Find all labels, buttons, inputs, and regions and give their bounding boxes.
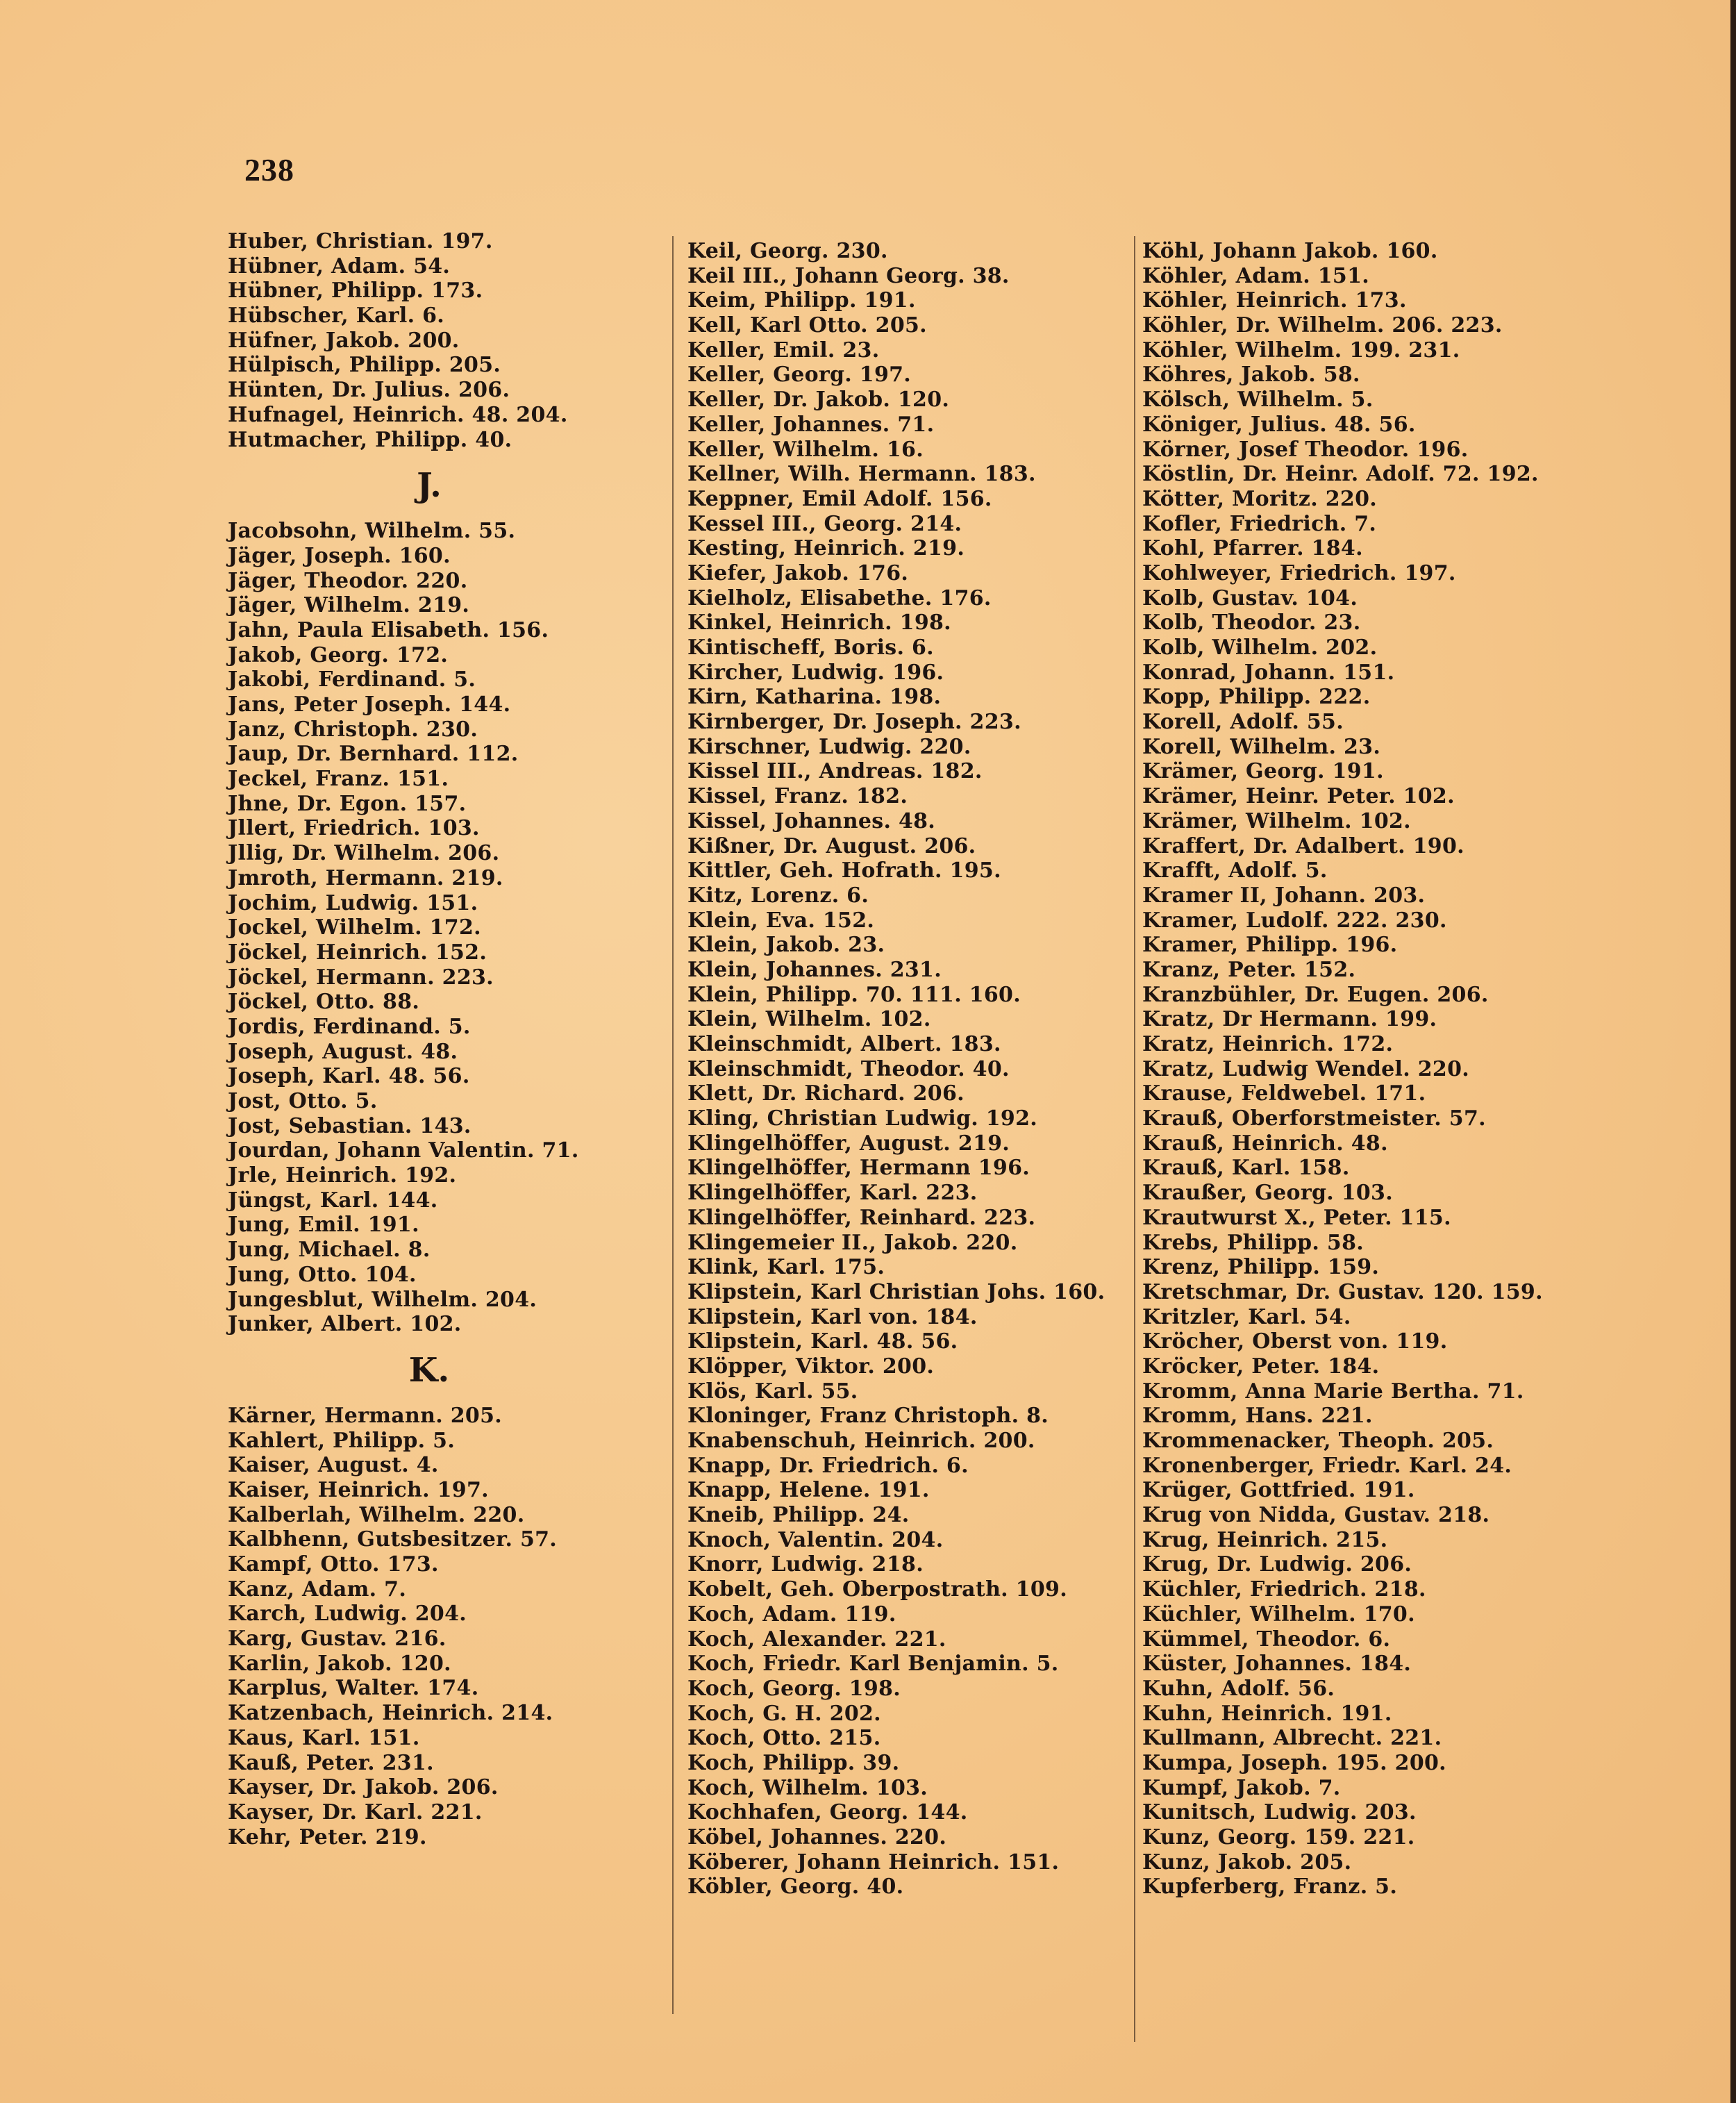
- index-entry: Jäger, Wilhelm. 219.: [228, 593, 470, 618]
- index-entry: Knapp, Dr. Friedrich. 6.: [687, 1453, 969, 1478]
- index-entry: Jourdan, Johann Valentin. 71.: [228, 1138, 579, 1163]
- index-entry: Keil III., Johann Georg. 38.: [687, 263, 1010, 288]
- section-header-k: K.: [408, 1350, 450, 1390]
- index-entry: Kampf, Otto. 173.: [228, 1552, 439, 1577]
- index-entry: Kronenberger, Friedr. Karl. 24.: [1142, 1453, 1512, 1478]
- index-entry: Köhler, Dr. Wilhelm. 206. 223.: [1142, 313, 1503, 338]
- index-entry: Katzenbach, Heinrich. 214.: [228, 1701, 553, 1726]
- index-entry: Jost, Sebastian. 143.: [228, 1113, 471, 1138]
- index-entry: Keller, Georg. 197.: [687, 363, 912, 388]
- index-entry: Kloninger, Franz Christoph. 8.: [687, 1404, 1049, 1429]
- index-column-3: [1142, 239, 1601, 1900]
- index-entry: Krafft, Adolf. 5.: [1142, 858, 1328, 883]
- index-entry: Jochim, Ludwig. 151.: [228, 890, 478, 915]
- index-entry: Korell, Adolf. 55.: [1142, 710, 1344, 735]
- index-entry: Kratz, Ludwig Wendel. 220.: [1142, 1056, 1469, 1081]
- index-entry: Jakob, Georg. 172.: [228, 642, 449, 667]
- index-entry: Karch, Ludwig. 204.: [228, 1602, 467, 1627]
- index-entry: Kesting, Heinrich. 219.: [687, 536, 965, 561]
- index-entry: Königer, Julius. 48. 56.: [1142, 412, 1416, 437]
- index-entry: Körner, Josef Theodor. 196.: [1142, 437, 1469, 462]
- index-entry: Klein, Wilhelm. 102.: [687, 1007, 931, 1032]
- index-entry: Kißner, Dr. August. 206.: [687, 833, 976, 858]
- index-entry: Krause, Feldwebel. 171.: [1142, 1081, 1426, 1106]
- index-entry: Koch, Philipp. 39.: [687, 1750, 900, 1775]
- index-entry: Kratz, Dr Hermann. 199.: [1142, 1007, 1437, 1032]
- index-entry: Köbler, Georg. 40.: [687, 1875, 904, 1900]
- index-entry: Kell, Karl Otto. 205.: [687, 313, 927, 338]
- index-entry: Klingelhöffer, Karl. 223.: [687, 1181, 978, 1206]
- index-entry: Keppner, Emil Adolf. 156.: [687, 486, 992, 511]
- index-entry: Küchler, Wilhelm. 170.: [1142, 1602, 1415, 1627]
- index-entry: Keller, Emil. 23.: [687, 338, 880, 363]
- index-entry: Kramer II, Johann. 203.: [1142, 883, 1426, 908]
- index-entry: Kromm, Anna Marie Bertha. 71.: [1142, 1379, 1524, 1404]
- index-entry: Kochhafen, Georg. 144.: [687, 1800, 968, 1825]
- index-entry: Klöpper, Viktor. 200.: [687, 1354, 935, 1379]
- index-entry: Kircher, Ludwig. 196.: [687, 660, 944, 685]
- index-entry: Hünten, Dr. Julius. 206.: [228, 378, 510, 403]
- index-entry: Kohlweyer, Friedrich. 197.: [1142, 560, 1456, 585]
- index-entry: Jordis, Ferdinand. 5.: [228, 1014, 471, 1039]
- index-entry: Köhl, Johann Jakob. 160.: [1142, 239, 1438, 263]
- index-entry: Kolb, Wilhelm. 202.: [1142, 635, 1378, 660]
- index-entry: Klipstein, Karl Christian Johs. 160.: [687, 1279, 1105, 1304]
- index-entry: Krämer, Georg. 191.: [1142, 759, 1384, 784]
- index-entry: Kehr, Peter. 219.: [228, 1824, 427, 1850]
- index-entry: Junker, Albert. 102.: [228, 1312, 462, 1337]
- index-entry: Karplus, Walter. 174.: [228, 1676, 479, 1701]
- index-entry: Kumpf, Jakob. 7.: [1142, 1775, 1341, 1800]
- index-entry: Kirnberger, Dr. Joseph. 223.: [687, 710, 1021, 735]
- index-entry: Krauß, Heinrich. 48.: [1142, 1131, 1388, 1156]
- index-entry: Jans, Peter Joseph. 144.: [228, 692, 511, 717]
- page-edge: [1730, 0, 1736, 2103]
- entry-group-k: [228, 1404, 631, 1850]
- index-entry: Kiefer, Jakob. 176.: [687, 560, 909, 585]
- index-entry: Kratz, Heinrich. 172.: [1142, 1032, 1394, 1056]
- index-entry: Koch, Wilhelm. 103.: [687, 1775, 928, 1800]
- index-entry: Kneib, Philipp. 24.: [687, 1503, 910, 1528]
- index-entry: Kötter, Moritz. 220.: [1142, 486, 1378, 511]
- index-entry: Kayser, Dr. Karl. 221.: [228, 1799, 483, 1824]
- index-entry: Kumpa, Joseph. 195. 200.: [1142, 1750, 1446, 1775]
- index-entry: Janz, Christoph. 230.: [228, 717, 478, 742]
- index-entry: Klink, Karl. 175.: [687, 1255, 885, 1280]
- index-entry: Jung, Emil. 191.: [228, 1213, 419, 1238]
- index-entry: Krug, Dr. Ludwig. 206.: [1142, 1552, 1412, 1577]
- index-entry: Jhne, Dr. Egon. 157.: [228, 791, 467, 816]
- index-entry: Jöckel, Hermann. 223.: [228, 965, 494, 990]
- index-entry: Kullmann, Albrecht. 221.: [1142, 1726, 1442, 1751]
- index-entry: Kranz, Peter. 152.: [1142, 957, 1356, 982]
- index-entry: Krug von Nidda, Gustav. 218.: [1142, 1503, 1490, 1528]
- index-entry: Keller, Johannes. 71.: [687, 412, 935, 437]
- index-entry: Klös, Karl. 55.: [687, 1379, 858, 1404]
- index-entry: Krämer, Wilhelm. 102.: [1142, 808, 1411, 833]
- index-entry: Kling, Christian Ludwig. 192.: [687, 1106, 1038, 1131]
- index-entry: Kretschmar, Dr. Gustav. 120. 159.: [1142, 1279, 1543, 1304]
- index-entry: Köhres, Jakob. 58.: [1142, 363, 1360, 388]
- index-entry: Krebs, Philipp. 58.: [1142, 1230, 1364, 1255]
- index-column-1: [228, 229, 631, 1850]
- index-entry: Kahlert, Philipp. 5.: [228, 1428, 456, 1453]
- index-entry: Klingelhöffer, Hermann 196.: [687, 1156, 1030, 1181]
- index-entry: Huber, Christian. 197.: [228, 229, 493, 253]
- index-entry: Krug, Heinrich. 215.: [1142, 1527, 1388, 1552]
- index-entry: Jaup, Dr. Bernhard. 112.: [228, 742, 519, 767]
- index-entry: Küchler, Friedrich. 218.: [1142, 1577, 1426, 1602]
- index-entry: Klipstein, Karl. 48. 56.: [687, 1329, 958, 1354]
- index-entry: Klingemeier II., Jakob. 220.: [687, 1230, 1018, 1255]
- index-entry: Kaiser, August. 4.: [228, 1453, 439, 1478]
- index-entry: Köhler, Adam. 151.: [1142, 263, 1370, 288]
- index-entry: Krautwurst X., Peter. 115.: [1142, 1205, 1451, 1230]
- index-entry: Karlin, Jakob. 120.: [228, 1651, 451, 1676]
- index-entry: Keller, Dr. Jakob. 120.: [687, 388, 950, 413]
- index-entry: Krämer, Heinr. Peter. 102.: [1142, 784, 1455, 809]
- index-entry: Kolb, Theodor. 23.: [1142, 610, 1361, 635]
- section-header-j: J.: [417, 466, 442, 506]
- index-entry: Joseph, August. 48.: [228, 1039, 458, 1064]
- index-entry: Jung, Michael. 8.: [228, 1238, 431, 1263]
- index-entry: Koch, Adam. 119.: [687, 1602, 896, 1627]
- index-entry: Konrad, Johann. 151.: [1142, 660, 1395, 685]
- index-entry: Jäger, Joseph. 160.: [228, 543, 451, 568]
- index-entry: Kaiser, Heinrich. 197.: [228, 1477, 489, 1502]
- index-entry: Keim, Philipp. 191.: [687, 288, 916, 313]
- index-entry: Krüger, Gottfried. 191.: [1142, 1478, 1415, 1503]
- index-entry: Koch, Friedr. Karl Benjamin. 5.: [687, 1652, 1059, 1677]
- index-entry: Hübner, Adam. 54.: [228, 253, 451, 279]
- index-entry: Karg, Gustav. 216.: [228, 1627, 446, 1652]
- index-entry: Kaus, Karl. 151.: [228, 1725, 420, 1750]
- index-entry: Klein, Philipp. 70. 111. 160.: [687, 982, 1021, 1007]
- index-entry: Kissel, Franz. 182.: [687, 784, 908, 809]
- index-entry: Hufnagel, Heinrich. 48. 204.: [228, 402, 568, 427]
- index-entry: Keller, Wilhelm. 16.: [687, 437, 924, 462]
- index-entry: Jrle, Heinrich. 192.: [228, 1163, 457, 1188]
- index-entry: Jöckel, Otto. 88.: [228, 990, 420, 1015]
- index-entry: Krommenacker, Theoph. 205.: [1142, 1429, 1494, 1453]
- index-entry: Kayser, Dr. Jakob. 206.: [228, 1775, 499, 1800]
- index-entry: Krauß, Oberforstmeister. 57.: [1142, 1106, 1486, 1131]
- index-entry: Kuhn, Heinrich. 191.: [1142, 1701, 1392, 1726]
- index-entry: Kraußer, Georg. 103.: [1142, 1181, 1393, 1206]
- index-entry: Jungesblut, Wilhelm. 204.: [228, 1287, 537, 1312]
- index-entry: Klein, Eva. 152.: [687, 908, 875, 933]
- entry-group-j: [228, 519, 631, 1337]
- index-entry: Klingelhöffer, August. 219.: [687, 1131, 1010, 1156]
- index-entry: Jllig, Dr. Wilhelm. 206.: [228, 841, 500, 866]
- index-entry: Jung, Otto. 104.: [228, 1262, 417, 1287]
- index-entry: Kobelt, Geh. Oberpostrath. 109.: [687, 1577, 1067, 1602]
- index-entry: Koch, G. H. 202.: [687, 1701, 881, 1726]
- index-entry: Kunz, Jakob. 205.: [1142, 1850, 1352, 1875]
- index-entry: Hübner, Philipp. 173.: [228, 279, 483, 304]
- index-entry: Knorr, Ludwig. 218.: [687, 1552, 924, 1577]
- index-entry: Kleinschmidt, Theodor. 40.: [687, 1056, 1010, 1081]
- index-entry: Jeckel, Franz. 151.: [228, 767, 449, 792]
- index-entry: Jahn, Paula Elisabeth. 156.: [228, 617, 549, 642]
- index-entry: Klett, Dr. Richard. 206.: [687, 1081, 965, 1106]
- index-entry: Jost, Otto. 5.: [228, 1089, 378, 1113]
- index-entry: Jacobsohn, Wilhelm. 55.: [228, 519, 516, 544]
- index-entry: Köberer, Johann Heinrich. 151.: [687, 1850, 1060, 1875]
- index-entry: Korell, Wilhelm. 23.: [1142, 734, 1381, 759]
- index-entry: Knoch, Valentin. 204.: [687, 1527, 944, 1552]
- index-entry: Keil, Georg. 230.: [687, 239, 888, 263]
- entry-group-h: [228, 229, 631, 452]
- index-entry: Hübscher, Karl. 6.: [228, 304, 445, 329]
- index-entry: Kröcker, Peter. 184.: [1142, 1354, 1380, 1379]
- index-entry: Kümmel, Theodor. 6.: [1142, 1627, 1391, 1652]
- index-entry: Kitz, Lorenz. 6.: [687, 883, 869, 908]
- index-entry: Kissel, Johannes. 48.: [687, 808, 936, 833]
- index-entry: Köstlin, Dr. Heinr. Adolf. 72. 192.: [1142, 462, 1539, 487]
- index-entry: Kuhn, Adolf. 56.: [1142, 1676, 1335, 1701]
- index-entry: Kramer, Philipp. 196.: [1142, 933, 1398, 958]
- index-entry: Jllert, Friedrich. 103.: [228, 816, 480, 841]
- index-entry: Koch, Georg. 198.: [687, 1676, 901, 1701]
- index-entry: Kleinschmidt, Albert. 183.: [687, 1032, 1001, 1056]
- index-entry: Joseph, Karl. 48. 56.: [228, 1064, 470, 1089]
- index-entry: Kupferberg, Franz. 5.: [1142, 1875, 1398, 1900]
- index-entry: Kohl, Pfarrer. 184.: [1142, 536, 1363, 561]
- index-entry: Jöckel, Heinrich. 152.: [228, 940, 487, 965]
- index-entry: Klein, Johannes. 231.: [687, 957, 942, 982]
- index-entry: Kröcher, Oberst von. 119.: [1142, 1329, 1448, 1354]
- index-entry: Kölsch, Wilhelm. 5.: [1142, 388, 1374, 413]
- index-entry: Jüngst, Karl. 144.: [228, 1188, 438, 1213]
- index-entry: Kunz, Georg. 159. 221.: [1142, 1825, 1415, 1850]
- index-entry: Jmroth, Hermann. 219.: [228, 865, 503, 890]
- index-column-2: [687, 239, 1132, 1900]
- index-entry: Kranzbühler, Dr. Eugen. 206.: [1142, 982, 1489, 1007]
- index-entry: Kissel III., Andreas. 182.: [687, 759, 983, 784]
- index-entry: Krauß, Karl. 158.: [1142, 1156, 1350, 1181]
- index-entry: Kalbhenn, Gutsbesitzer. 57.: [228, 1527, 558, 1552]
- index-entry: Kolb, Gustav. 104.: [1142, 585, 1358, 610]
- index-entry: Kraffert, Dr. Adalbert. 190.: [1142, 833, 1464, 858]
- index-entry: Küster, Johannes. 184.: [1142, 1652, 1412, 1677]
- index-entry: Knapp, Helene. 191.: [687, 1478, 930, 1503]
- index-entry: Kittler, Geh. Hofrath. 195.: [687, 858, 1001, 883]
- index-entry: Kessel III., Georg. 214.: [687, 511, 962, 536]
- index-entry: Kanz, Adam. 7.: [228, 1577, 407, 1602]
- index-entry: Jäger, Theodor. 220.: [228, 568, 468, 593]
- index-entry: Hüfner, Jakob. 200.: [228, 328, 460, 353]
- index-entry: Krenz, Philipp. 159.: [1142, 1255, 1380, 1280]
- index-entry: Kunitsch, Ludwig. 203.: [1142, 1800, 1417, 1825]
- index-entry: Hülpisch, Philipp. 205.: [228, 353, 501, 378]
- index-entry: Kintischeff, Boris. 6.: [687, 635, 934, 660]
- index-entry: Jakobi, Ferdinand. 5.: [228, 667, 476, 692]
- index-entry: Hutmacher, Philipp. 40.: [228, 427, 512, 452]
- index-entry: Kofler, Friedrich. 7.: [1142, 511, 1377, 536]
- index-entry: Klein, Jakob. 23.: [687, 933, 885, 958]
- index-entry: Kinkel, Heinrich. 198.: [687, 610, 951, 635]
- index-entry: Kärner, Hermann. 205.: [228, 1403, 503, 1428]
- index-entry: Kalberlah, Wilhelm. 220.: [228, 1502, 525, 1527]
- index-entry: Kirschner, Ludwig. 220.: [687, 734, 971, 759]
- index-entry: Köbel, Johannes. 220.: [687, 1825, 947, 1850]
- index-entry: Köhler, Heinrich. 173.: [1142, 288, 1407, 313]
- index-entry: Kopp, Philipp. 222.: [1142, 685, 1371, 710]
- column-divider: [1134, 236, 1135, 2042]
- index-entry: Kellner, Wilh. Hermann. 183.: [687, 462, 1036, 487]
- page-number: 238: [244, 152, 294, 188]
- index-entry: Klipstein, Karl von. 184.: [687, 1304, 978, 1329]
- column-divider: [672, 236, 674, 2014]
- index-entry: Jockel, Wilhelm. 172.: [228, 915, 481, 940]
- index-entry: Kromm, Hans. 221.: [1142, 1404, 1373, 1429]
- index-entry: Kielholz, Elisabethe. 176.: [687, 585, 992, 610]
- index-entry: Klingelhöffer, Reinhard. 223.: [687, 1205, 1036, 1230]
- index-entry: Kritzler, Karl. 54.: [1142, 1304, 1351, 1329]
- index-entry: Kauß, Peter. 231.: [228, 1750, 434, 1775]
- index-entry: Köhler, Wilhelm. 199. 231.: [1142, 338, 1460, 363]
- index-entry: Kirn, Katharina. 198.: [687, 685, 942, 710]
- index-entry: Kramer, Ludolf. 222. 230.: [1142, 908, 1447, 933]
- index-entry: Koch, Otto. 215.: [687, 1726, 881, 1751]
- index-entry: Knabenschuh, Heinrich. 200.: [687, 1429, 1035, 1453]
- index-entry: Koch, Alexander. 221.: [687, 1627, 946, 1652]
